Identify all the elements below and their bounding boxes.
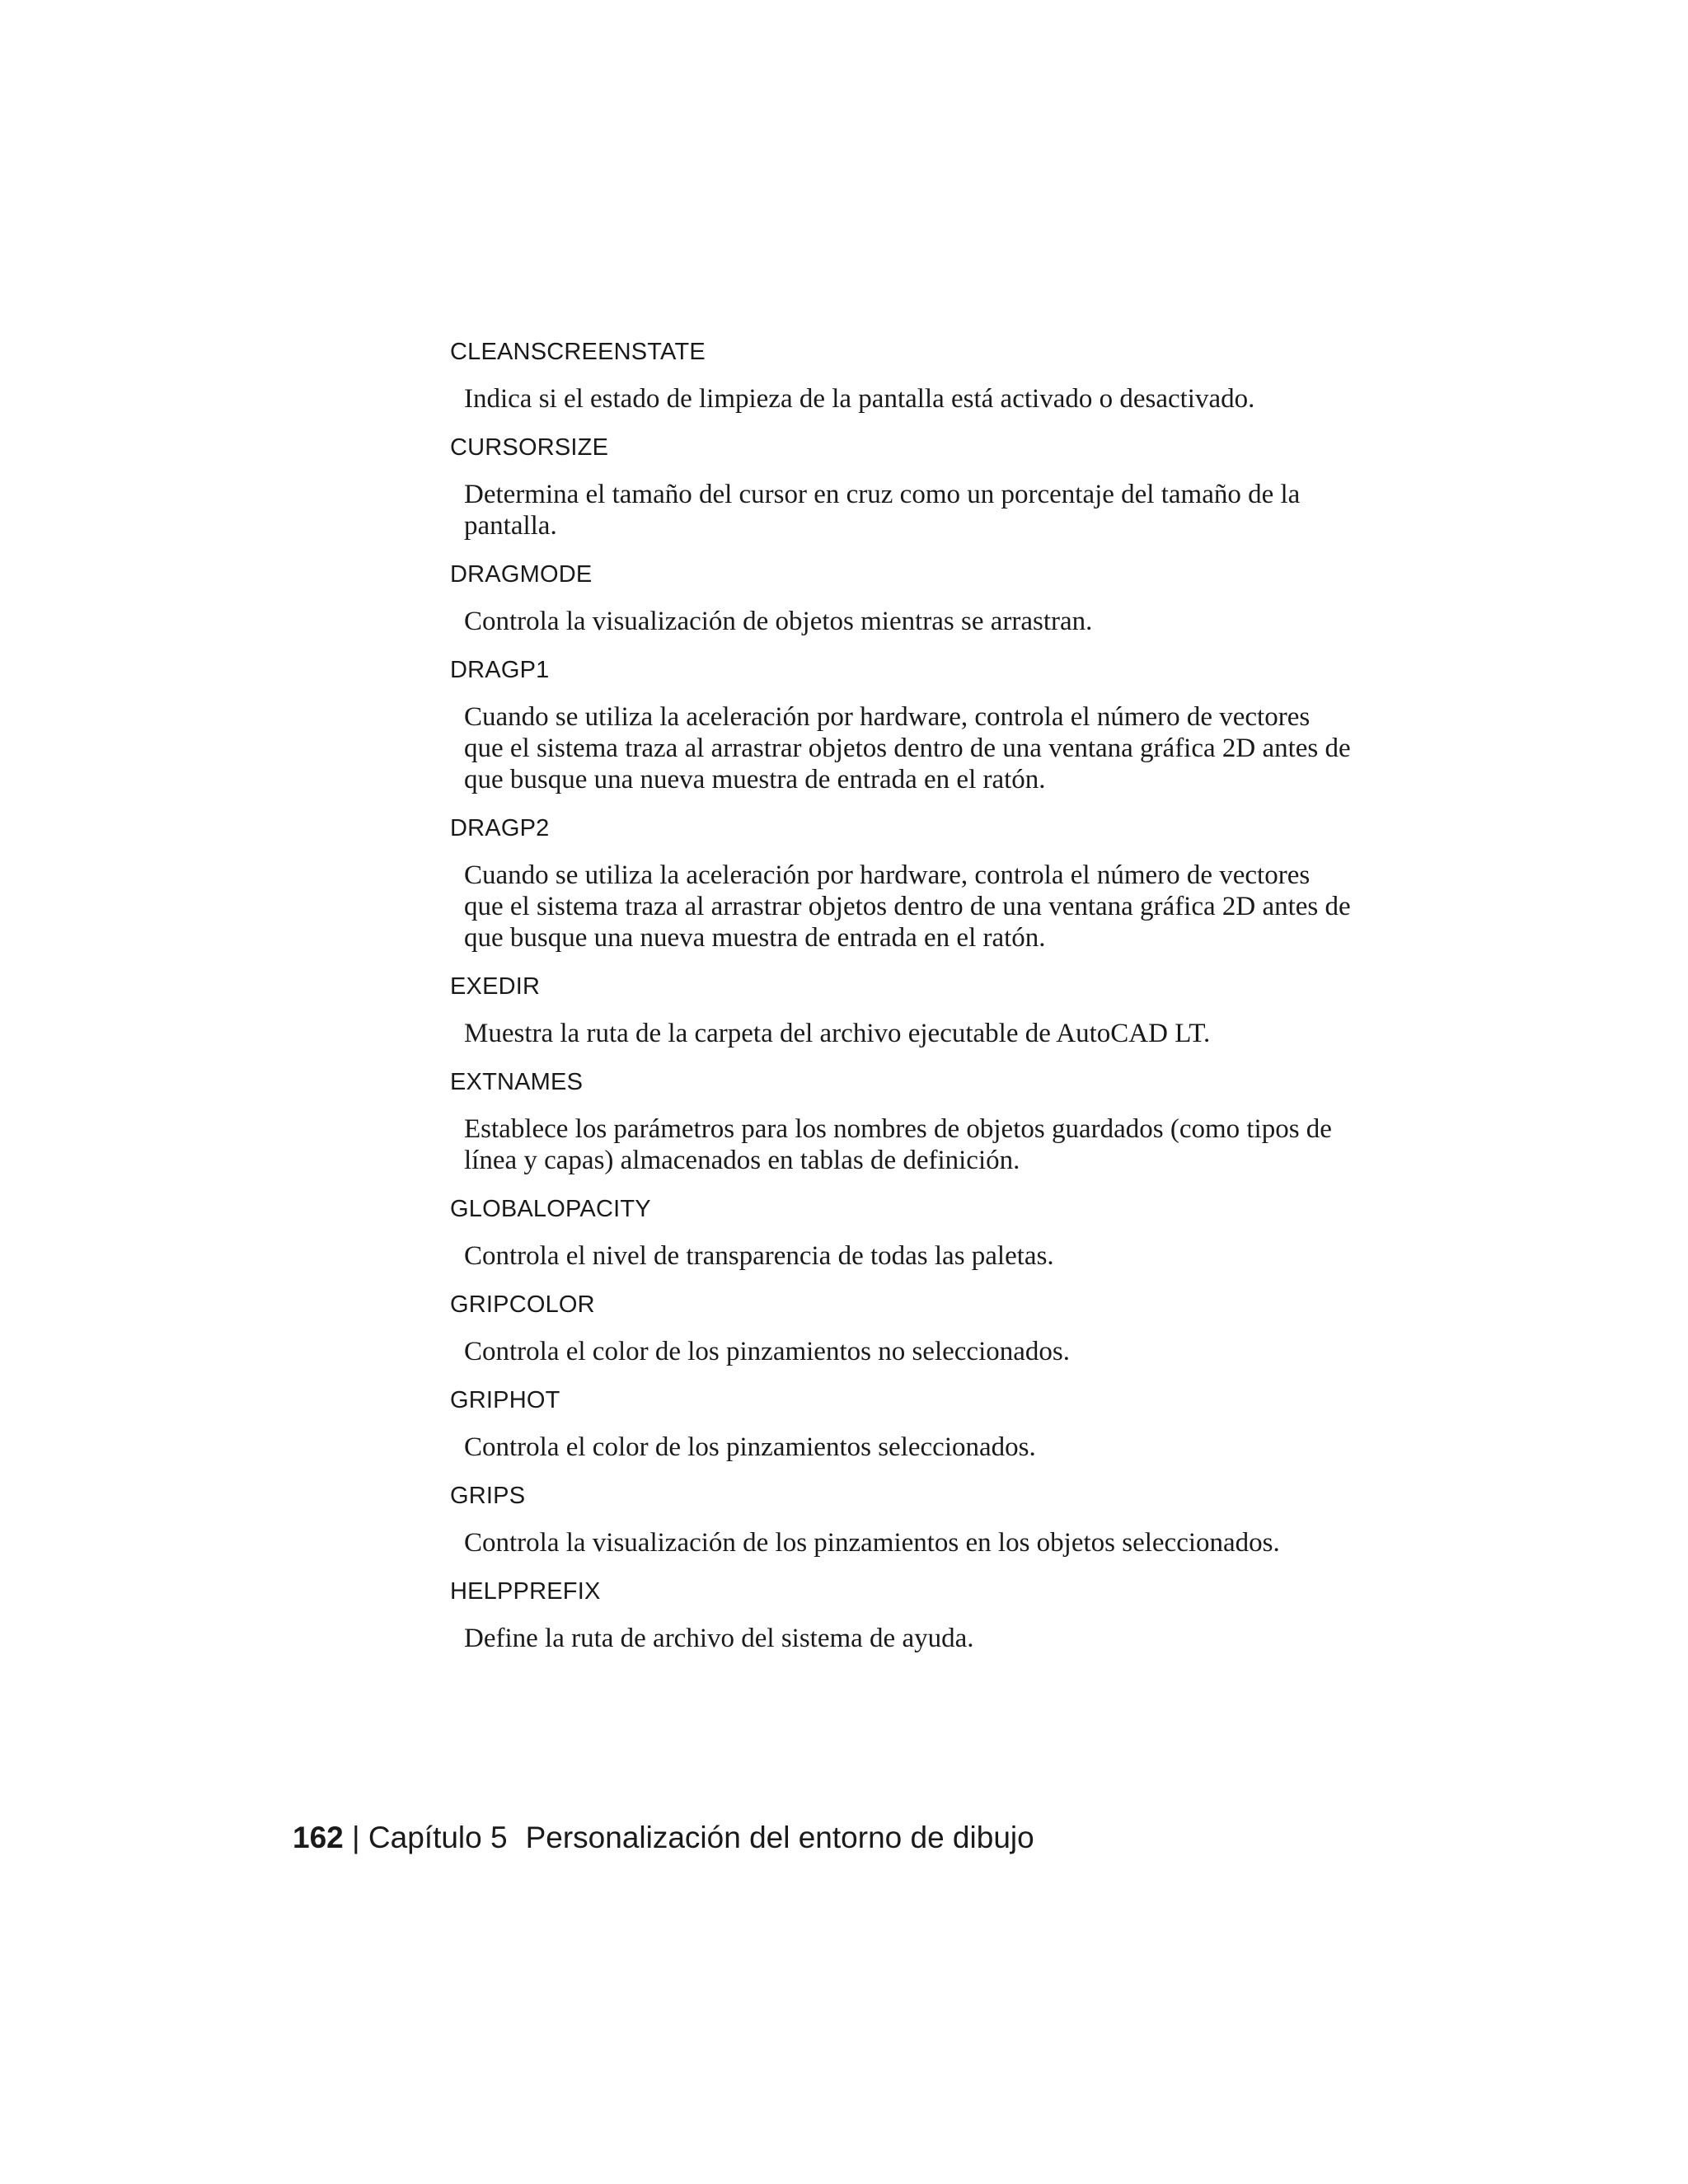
entry-term: GRIPS <box>450 1483 526 1509</box>
entry-term: GLOBALOPACITY <box>450 1196 651 1222</box>
entry-description: Cuando se utiliza la aceleración por hardware, controla el número de vectores que el sistema traza al arrastrar objetos dentro de una ventana gráfica 2D antes de que busque una nueva muestra de entrada en el ratón. <box>464 860 1351 953</box>
footer-separator: | <box>352 1821 360 1854</box>
entry-term: CURSORSIZE <box>450 434 609 461</box>
entry-term: GRIPCOLOR <box>450 1291 595 1318</box>
variable-list <box>450 336 1357 1671</box>
entry-term: DRAGP2 <box>450 815 550 841</box>
entry-term: EXTNAMES <box>450 1069 584 1095</box>
page-number: 162 <box>293 1821 344 1854</box>
entry-term: DRAGP1 <box>450 657 550 683</box>
entry-term: EXEDIR <box>450 973 541 1000</box>
entry-term: HELPPREFIX <box>450 1578 601 1605</box>
entry-term: GRIPHOT <box>450 1387 560 1413</box>
entry-description: Muestra la ruta de la carpeta del archivo ejecutable de AutoCAD LT. <box>464 1019 1211 1048</box>
entry-description: Cuando se utiliza la aceleración por hardware, controla el número de vectores que el sistema traza al arrastrar objetos dentro de una ventana gráfica 2D antes de que busque una nueva muestra de entrada en el ratón. <box>464 702 1351 794</box>
chapter-title: Personalización del entorno de dibujo <box>525 1821 1034 1854</box>
entry-term: CLEANSCREENSTATE <box>450 339 706 365</box>
entry-description: Controla el color de los pinzamientos seleccionados. <box>464 1432 1036 1462</box>
chapter-label: Capítulo 5 <box>368 1821 508 1854</box>
entry-description: Controla el color de los pinzamientos no seleccionados. <box>464 1337 1070 1366</box>
entry-term: DRAGMODE <box>450 561 593 588</box>
entry-description: Determina el tamaño del cursor en cruz como un porcentaje del tamaño de la pantalla. <box>464 480 1301 541</box>
entry-description: Controla el nivel de transparencia de todas las paletas. <box>464 1241 1054 1271</box>
entry-description: Establece los parámetros para los nombres de objetos guardados (como tipos de línea y capas) almacenados en tablas de definición. <box>464 1114 1332 1175</box>
page-footer <box>293 1820 1034 1856</box>
entry-description: Define la ruta de archivo del sistema de ayuda. <box>464 1624 974 1653</box>
entry-description: Controla la visualización de objetos mientras se arrastran. <box>464 607 1093 636</box>
entry-description: Indica si el estado de limpieza de la pantalla está activado o desactivado. <box>464 384 1255 414</box>
entry-description: Controla la visualización de los pinzamientos en los objetos seleccionados. <box>464 1528 1280 1558</box>
